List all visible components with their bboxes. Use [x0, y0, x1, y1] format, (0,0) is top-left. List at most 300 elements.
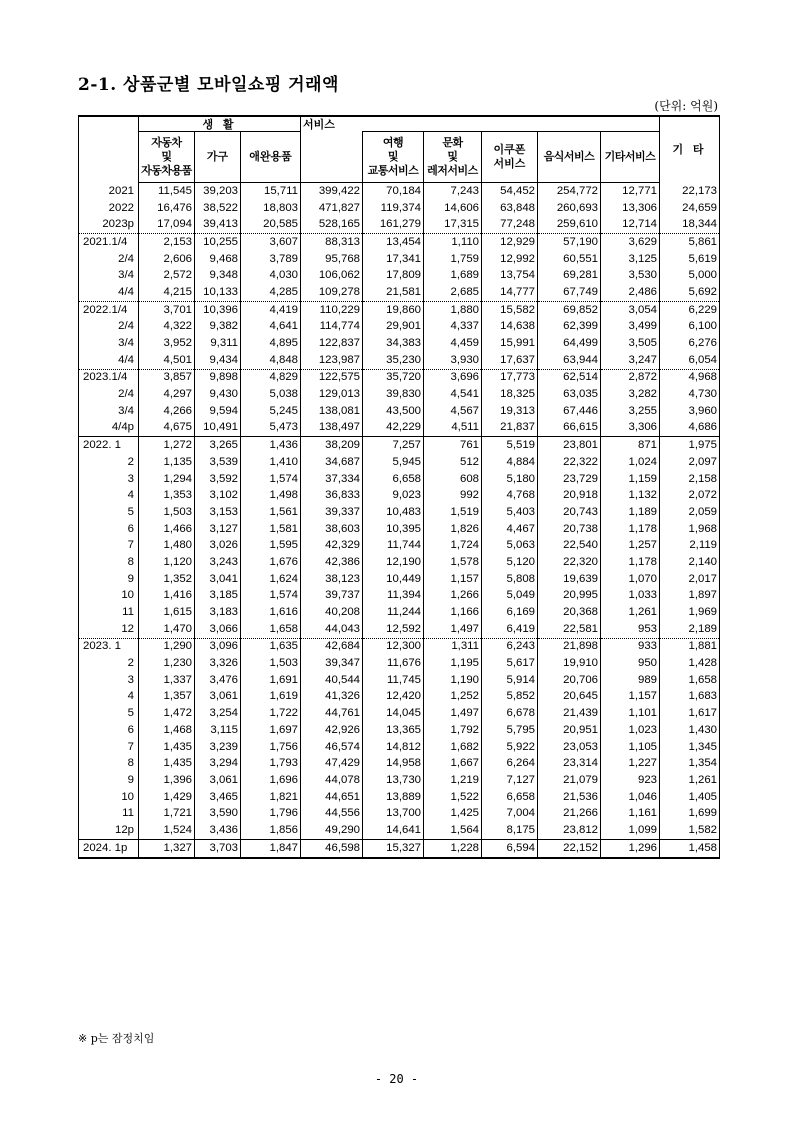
header-culture: 문화 및 레저서비스 [424, 132, 482, 183]
header-auto: 자동차 및 자동차용품 [139, 132, 195, 183]
table-cell: 3,436 [195, 822, 241, 839]
table-cell: 259,610 [538, 216, 601, 233]
table-cell: 22,322 [538, 454, 601, 471]
table-cell: 528,165 [301, 216, 363, 233]
table-cell: 4,459 [424, 335, 482, 352]
transaction-table [78, 115, 720, 859]
table-cell: 41,326 [301, 689, 363, 706]
table-cell: 608 [424, 471, 482, 488]
table-cell: 1,101 [601, 705, 660, 722]
table-cell: 3,960 [660, 403, 720, 420]
table-cell: 6,658 [482, 789, 538, 806]
table-cell: 161,279 [363, 216, 424, 233]
table-cell: 14,641 [363, 822, 424, 839]
table-cell: 18,803 [241, 200, 301, 217]
table-cell: 57,190 [538, 234, 601, 251]
table-row [79, 839, 720, 857]
table-cell: 20,368 [538, 604, 601, 621]
table-cell: 9,382 [195, 319, 241, 336]
table-cell: 4,511 [424, 420, 482, 437]
table-cell: 4,686 [660, 420, 720, 437]
header-group-service: 서비스 [301, 116, 363, 132]
table-cell: 2,059 [660, 504, 720, 521]
table-cell: 42,329 [301, 537, 363, 554]
table-cell: 23,812 [538, 822, 601, 839]
row-label: 2/4 [79, 319, 139, 336]
table-cell: 13,730 [363, 772, 424, 789]
table-cell: 1,261 [601, 604, 660, 621]
table-cell: 1,699 [660, 805, 720, 822]
table-cell: 1,430 [660, 722, 720, 739]
table-cell: 2,606 [139, 251, 195, 268]
table-cell: 4,501 [139, 352, 195, 369]
table-cell: 13,700 [363, 805, 424, 822]
table-cell: 12,992 [482, 251, 538, 268]
table-cell: 4,884 [482, 454, 538, 471]
table-cell: 3,255 [601, 403, 660, 420]
table-cell: 14,958 [363, 755, 424, 772]
table-cell: 123,987 [301, 352, 363, 369]
table-cell: 119,374 [363, 200, 424, 217]
table-cell: 6,419 [482, 621, 538, 638]
table-row [79, 672, 720, 689]
table-cell: 46,598 [301, 839, 363, 857]
table-cell: 3,629 [601, 234, 660, 251]
row-label: 2/4 [79, 386, 139, 403]
row-label: 7 [79, 739, 139, 756]
table-cell: 2,097 [660, 454, 720, 471]
table-cell: 46,574 [301, 739, 363, 756]
table-cell: 1,498 [241, 487, 301, 504]
table-cell: 4,419 [241, 301, 301, 318]
table-cell: 18,325 [482, 386, 538, 403]
row-label: 12p [79, 822, 139, 839]
table-cell: 3,066 [195, 621, 241, 638]
table-cell: 69,281 [538, 267, 601, 284]
row-label: 2023. 1 [79, 638, 139, 655]
table-cell: 14,606 [424, 200, 482, 217]
table-cell: 12,190 [363, 554, 424, 571]
table-cell: 1,595 [241, 537, 301, 554]
table-cell: 34,383 [363, 335, 424, 352]
table-cell: 22,540 [538, 537, 601, 554]
table-row [79, 705, 720, 722]
table-cell: 6,054 [660, 352, 720, 369]
table-cell: 1,352 [139, 571, 195, 588]
table-cell: 4,641 [241, 319, 301, 336]
table-cell: 1,821 [241, 789, 301, 806]
table-cell: 1,691 [241, 672, 301, 689]
table-cell: 9,348 [195, 267, 241, 284]
table-cell: 14,777 [482, 284, 538, 301]
table-cell: 49,290 [301, 822, 363, 839]
table-cell: 63,035 [538, 386, 601, 403]
table-cell: 21,439 [538, 705, 601, 722]
table-cell: 20,918 [538, 487, 601, 504]
row-label: 2022.1/4 [79, 301, 139, 318]
table-cell: 4,848 [241, 352, 301, 369]
table-cell: 20,995 [538, 588, 601, 605]
table-cell: 1,880 [424, 301, 482, 318]
table-cell: 1,120 [139, 554, 195, 571]
table-cell: 129,013 [301, 386, 363, 403]
table-cell: 4,266 [139, 403, 195, 420]
table-cell: 5,692 [660, 284, 720, 301]
table-cell: 3,294 [195, 755, 241, 772]
table-cell: 1,697 [241, 722, 301, 739]
table-cell: 95,768 [301, 251, 363, 268]
table-cell: 23,314 [538, 755, 601, 772]
table-cell: 20,706 [538, 672, 601, 689]
table-cell: 3,102 [195, 487, 241, 504]
table-row [79, 638, 720, 655]
header-other-service: 기타서비스 [601, 132, 660, 183]
table-cell: 2,486 [601, 284, 660, 301]
table-cell: 20,585 [241, 216, 301, 233]
header-group-life: 생 활 [139, 116, 301, 132]
table-cell: 39,737 [301, 588, 363, 605]
table-cell: 42,386 [301, 554, 363, 571]
table-cell: 989 [601, 672, 660, 689]
table-cell: 64,499 [538, 335, 601, 352]
table-cell: 1,617 [660, 705, 720, 722]
table-cell: 1,266 [424, 588, 482, 605]
table-cell: 1,135 [139, 454, 195, 471]
table-cell: 40,208 [301, 604, 363, 621]
table-cell: 4,322 [139, 319, 195, 336]
table-cell: 1,796 [241, 805, 301, 822]
table-row [79, 403, 720, 420]
table-cell: 3,254 [195, 705, 241, 722]
header-etc: 기 타 [660, 116, 720, 183]
table-cell: 17,094 [139, 216, 195, 233]
table-row [79, 471, 720, 488]
table-cell: 24,659 [660, 200, 720, 217]
table-cell: 39,203 [195, 183, 241, 200]
table-row [79, 369, 720, 386]
table-cell: 3,857 [139, 369, 195, 386]
table-row [79, 200, 720, 217]
table-cell: 512 [424, 454, 482, 471]
row-label: 11 [79, 604, 139, 621]
row-label: 8 [79, 755, 139, 772]
table-cell: 3,789 [241, 251, 301, 268]
table-cell: 8,175 [482, 822, 538, 839]
table-cell: 1,793 [241, 755, 301, 772]
table-cell: 3,185 [195, 588, 241, 605]
table-cell: 2,072 [660, 487, 720, 504]
table-cell: 12,929 [482, 234, 538, 251]
table-cell: 1,354 [660, 755, 720, 772]
row-label: 2022. 1 [79, 437, 139, 454]
table-cell: 1,178 [601, 521, 660, 538]
table-cell: 1,296 [601, 839, 660, 857]
table-cell: 1,024 [601, 454, 660, 471]
row-label: 4 [79, 487, 139, 504]
table-cell: 5,619 [660, 251, 720, 268]
table-row [79, 487, 720, 504]
table-cell: 10,395 [363, 521, 424, 538]
row-label: 3/4 [79, 335, 139, 352]
table-cell: 3,607 [241, 234, 301, 251]
table-cell: 13,754 [482, 267, 538, 284]
table-cell: 1,290 [139, 638, 195, 655]
table-cell: 14,045 [363, 705, 424, 722]
table-cell: 19,860 [363, 301, 424, 318]
table-cell: 122,837 [301, 335, 363, 352]
table-cell: 1,190 [424, 672, 482, 689]
table-cell: 4,467 [482, 521, 538, 538]
table-cell: 23,729 [538, 471, 601, 488]
table-row [79, 267, 720, 284]
table-cell: 4,337 [424, 319, 482, 336]
table-cell: 12,771 [601, 183, 660, 200]
table-cell: 3,530 [601, 267, 660, 284]
table-cell: 1,658 [241, 621, 301, 638]
table-cell: 122,575 [301, 369, 363, 386]
table-row [79, 521, 720, 538]
table-body [79, 183, 720, 858]
header-pet: 애완용품 [241, 132, 301, 183]
table-cell: 1,503 [139, 504, 195, 521]
table-row [79, 437, 720, 454]
table-cell: 1,616 [241, 604, 301, 621]
table-cell: 471,827 [301, 200, 363, 217]
table-cell: 1,683 [660, 689, 720, 706]
table-cell: 9,468 [195, 251, 241, 268]
table-cell: 38,123 [301, 571, 363, 588]
table-cell: 3,539 [195, 454, 241, 471]
table-cell: 3,476 [195, 672, 241, 689]
table-cell: 5,914 [482, 672, 538, 689]
table-cell: 2,572 [139, 267, 195, 284]
table-cell: 17,341 [363, 251, 424, 268]
table-row [79, 772, 720, 789]
row-label: 6 [79, 722, 139, 739]
table-cell: 4,215 [139, 284, 195, 301]
table-cell: 7,004 [482, 805, 538, 822]
table-cell: 6,229 [660, 301, 720, 318]
table-cell: 5,861 [660, 234, 720, 251]
table-cell: 21,581 [363, 284, 424, 301]
table-cell: 2,140 [660, 554, 720, 571]
table-cell: 953 [601, 621, 660, 638]
footnote: ※ p는 잠정치임 [78, 1032, 155, 1045]
table-cell: 1,157 [601, 689, 660, 706]
table-cell: 21,898 [538, 638, 601, 655]
table-cell: 1,969 [660, 604, 720, 621]
table-cell: 11,745 [363, 672, 424, 689]
table-cell: 44,761 [301, 705, 363, 722]
table-cell: 761 [424, 437, 482, 454]
table-cell: 21,536 [538, 789, 601, 806]
table-cell: 2,872 [601, 369, 660, 386]
table-cell: 260,693 [538, 200, 601, 217]
table-cell: 5,473 [241, 420, 301, 437]
table-cell: 3,243 [195, 554, 241, 571]
table-cell: 1,272 [139, 437, 195, 454]
table-cell: 38,522 [195, 200, 241, 217]
table-cell: 3,701 [139, 301, 195, 318]
row-label: 12 [79, 621, 139, 638]
table-cell: 1,466 [139, 521, 195, 538]
table-cell: 10,396 [195, 301, 241, 318]
row-label: 6 [79, 521, 139, 538]
table-cell: 70,184 [363, 183, 424, 200]
table-cell: 34,687 [301, 454, 363, 471]
table-cell: 1,582 [660, 822, 720, 839]
row-label: 2021 [79, 183, 139, 200]
table-cell: 14,812 [363, 739, 424, 756]
table-cell: 5,519 [482, 437, 538, 454]
table-row [79, 755, 720, 772]
table-row [79, 689, 720, 706]
table-cell: 1,689 [424, 267, 482, 284]
table-cell: 20,743 [538, 504, 601, 521]
table-cell: 6,594 [482, 839, 538, 857]
table-cell: 21,266 [538, 805, 601, 822]
table-cell: 1,975 [660, 437, 720, 454]
row-label: 8 [79, 554, 139, 571]
row-label: 2/4 [79, 251, 139, 268]
table-cell: 3,041 [195, 571, 241, 588]
table-row [79, 822, 720, 839]
table-row [79, 655, 720, 672]
row-label: 4/4p [79, 420, 139, 437]
table-cell: 38,209 [301, 437, 363, 454]
table-row [79, 183, 720, 200]
table-cell: 6,264 [482, 755, 538, 772]
table-cell: 12,714 [601, 216, 660, 233]
table-row [79, 588, 720, 605]
table-cell: 1,522 [424, 789, 482, 806]
table-cell: 3,465 [195, 789, 241, 806]
table-cell: 1,436 [241, 437, 301, 454]
table-cell: 1,110 [424, 234, 482, 251]
table-cell: 1,721 [139, 805, 195, 822]
table-cell: 1,337 [139, 672, 195, 689]
table-cell: 3,592 [195, 471, 241, 488]
table-cell: 44,651 [301, 789, 363, 806]
header-service-total [301, 132, 363, 183]
table-row [79, 739, 720, 756]
table-cell: 19,639 [538, 571, 601, 588]
row-label: 2023.1/4 [79, 369, 139, 386]
row-label: 11 [79, 805, 139, 822]
row-label: 2022 [79, 200, 139, 217]
table-cell: 1,468 [139, 722, 195, 739]
table-cell: 7,127 [482, 772, 538, 789]
table-cell: 5,945 [363, 454, 424, 471]
table-row [79, 805, 720, 822]
table-cell: 2,685 [424, 284, 482, 301]
table-cell: 5,120 [482, 554, 538, 571]
table-cell: 871 [601, 437, 660, 454]
table-cell: 1,472 [139, 705, 195, 722]
table-cell: 7,243 [424, 183, 482, 200]
table-cell: 1,396 [139, 772, 195, 789]
table-cell: 12,420 [363, 689, 424, 706]
table-cell: 66,615 [538, 420, 601, 437]
table-cell: 4,768 [482, 487, 538, 504]
table-cell: 1,345 [660, 739, 720, 756]
table-cell: 40,544 [301, 672, 363, 689]
table-row [79, 604, 720, 621]
table-cell: 1,564 [424, 822, 482, 839]
table-cell: 62,514 [538, 369, 601, 386]
table-cell: 3,282 [601, 386, 660, 403]
table-cell: 9,898 [195, 369, 241, 386]
table-cell: 1,682 [424, 739, 482, 756]
table-cell: 39,413 [195, 216, 241, 233]
table-cell: 15,327 [363, 839, 424, 857]
table-cell: 15,582 [482, 301, 538, 318]
table-cell: 42,926 [301, 722, 363, 739]
table-cell: 11,676 [363, 655, 424, 672]
table-cell: 22,581 [538, 621, 601, 638]
table-cell: 13,306 [601, 200, 660, 217]
table-cell: 3,183 [195, 604, 241, 621]
table-cell: 6,100 [660, 319, 720, 336]
table-cell: 1,856 [241, 822, 301, 839]
table-cell: 38,603 [301, 521, 363, 538]
table-cell: 29,901 [363, 319, 424, 336]
table-cell: 35,720 [363, 369, 424, 386]
row-label: 4/4 [79, 352, 139, 369]
table-cell: 1,435 [139, 755, 195, 772]
table-cell: 3,952 [139, 335, 195, 352]
table-cell: 17,809 [363, 267, 424, 284]
table-cell: 1,826 [424, 521, 482, 538]
table-cell: 3,054 [601, 301, 660, 318]
table-row [79, 722, 720, 739]
table-row [79, 621, 720, 638]
header-ecoupon: 이쿠폰 서비스 [482, 132, 538, 183]
table-cell: 1,524 [139, 822, 195, 839]
table-cell: 1,230 [139, 655, 195, 672]
row-label: 2024. 1p [79, 839, 139, 857]
table-cell: 1,581 [241, 521, 301, 538]
table-cell: 5,808 [482, 571, 538, 588]
table-cell: 3,026 [195, 537, 241, 554]
table-cell: 1,497 [424, 705, 482, 722]
table-row [79, 234, 720, 251]
row-label: 4 [79, 689, 139, 706]
table-cell: 5,922 [482, 739, 538, 756]
table-cell: 4,541 [424, 386, 482, 403]
table-cell: 1,161 [601, 805, 660, 822]
table-cell: 1,357 [139, 689, 195, 706]
table-cell: 114,774 [301, 319, 363, 336]
table-cell: 5,617 [482, 655, 538, 672]
table-cell: 1,261 [660, 772, 720, 789]
table-cell: 63,944 [538, 352, 601, 369]
table-cell: 15,991 [482, 335, 538, 352]
table-cell: 1,159 [601, 471, 660, 488]
table-cell: 1,759 [424, 251, 482, 268]
table-cell: 42,229 [363, 420, 424, 437]
table-cell: 110,229 [301, 301, 363, 318]
table-cell: 6,678 [482, 705, 538, 722]
table-cell: 5,403 [482, 504, 538, 521]
table-cell: 18,344 [660, 216, 720, 233]
table-cell: 1,635 [241, 638, 301, 655]
row-label: 10 [79, 789, 139, 806]
row-label: 5 [79, 504, 139, 521]
table-cell: 1,503 [241, 655, 301, 672]
table-cell: 254,772 [538, 183, 601, 200]
table-cell: 4,675 [139, 420, 195, 437]
